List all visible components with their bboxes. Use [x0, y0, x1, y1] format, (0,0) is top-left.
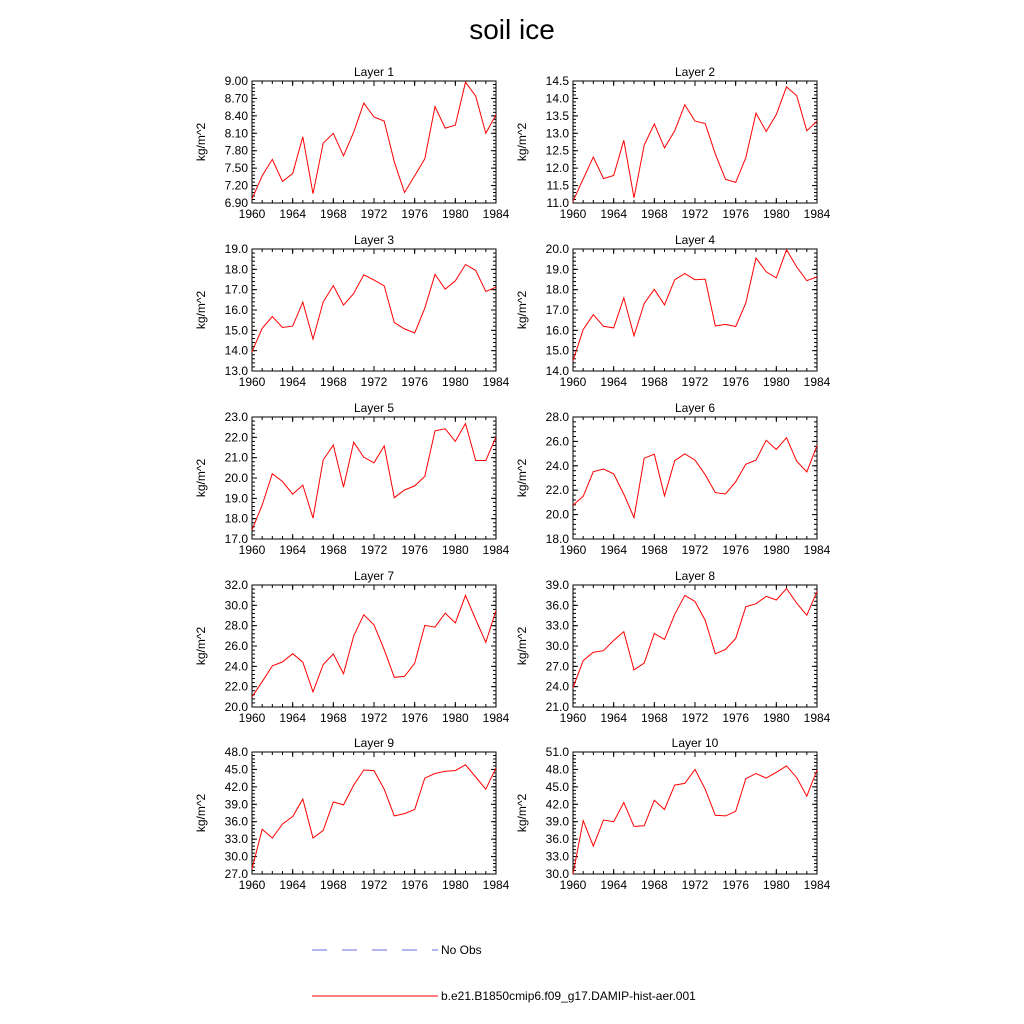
x-tick-label: 1964 [600, 878, 628, 892]
x-tick-label: 1976 [722, 878, 750, 892]
series-line [252, 595, 496, 697]
y-tick-label: 20.0 [224, 471, 248, 485]
panel-title: Layer 10 [671, 736, 719, 750]
x-tick-label: 1968 [319, 543, 347, 557]
x-tick-label: 1984 [803, 878, 831, 892]
x-tick-label: 1976 [722, 375, 750, 389]
plot-frame [252, 81, 496, 203]
y-tick-label: 22.0 [224, 679, 248, 694]
y-tick-label: 39.0 [545, 578, 569, 592]
chart-panel-6 [515, 401, 831, 557]
legend-label-no-obs: No Obs [441, 943, 482, 957]
y-tick-label: 7.50 [224, 161, 248, 176]
panel-title: Layer 4 [674, 233, 716, 247]
y-tick-label: 16.0 [545, 323, 569, 338]
plot-frame [252, 585, 496, 707]
series-line [252, 424, 496, 530]
y-tick-label: 19.0 [545, 262, 569, 277]
y-tick-label: 30.0 [224, 849, 248, 864]
x-tick-label: 1964 [279, 375, 307, 389]
x-tick-label: 1968 [640, 878, 668, 892]
y-tick-label: 15.0 [545, 343, 569, 358]
y-tick-label: 14.0 [545, 91, 569, 106]
y-tick-label: 36.0 [224, 814, 248, 829]
y-tick-label: 22.0 [224, 430, 248, 445]
y-tick-label: 11.0 [546, 196, 569, 210]
x-tick-label: 1980 [441, 375, 469, 389]
y-tick-label: 17.0 [224, 282, 248, 297]
series-line [573, 589, 817, 688]
x-tick-label: 1972 [360, 878, 388, 892]
series-line [573, 438, 817, 518]
x-tick-label: 1960 [238, 543, 266, 557]
panel-title: Layer 1 [353, 65, 395, 79]
y-tick-label: 24.0 [545, 679, 569, 694]
panel-title: Layer 7 [353, 569, 395, 583]
plot-frame [573, 81, 817, 203]
plot-frame [252, 417, 496, 539]
y-tick-label: 16.0 [224, 303, 248, 317]
chart-panel-7 [194, 569, 510, 725]
page-title: soil ice [469, 14, 555, 45]
y-tick-label: 36.0 [545, 832, 569, 847]
y-tick-label: 7.20 [224, 178, 248, 193]
y-tick-label: 14.5 [545, 74, 569, 88]
x-tick-label: 1960 [559, 711, 587, 725]
x-tick-label: 1964 [279, 207, 307, 221]
y-axis-label: kg/m^2 [194, 290, 208, 330]
x-tick-label: 1980 [441, 878, 469, 892]
y-tick-label: 26.0 [545, 434, 569, 449]
chart-panel-3 [194, 233, 510, 389]
y-tick-label: 13.0 [224, 364, 248, 378]
y-tick-label: 32.0 [224, 578, 248, 592]
y-tick-label: 33.0 [545, 849, 569, 864]
panel-title: Layer 2 [674, 65, 716, 79]
x-tick-label: 1984 [803, 711, 831, 725]
y-tick-label: 20.0 [224, 700, 248, 714]
x-tick-label: 1976 [722, 207, 750, 221]
y-tick-label: 18.0 [545, 282, 569, 297]
x-tick-label: 1964 [600, 207, 628, 221]
x-tick-label: 1984 [482, 543, 510, 557]
x-tick-label: 1984 [803, 543, 831, 557]
x-tick-label: 1984 [482, 878, 510, 892]
legend-label-model-run: b.e21.B1850cmip6.f09_g17.DAMIP-hist-aer.001 [441, 989, 696, 1003]
y-tick-label: 26.0 [224, 639, 248, 653]
y-tick-label: 8.40 [224, 108, 248, 123]
chart-panel-4 [515, 233, 831, 389]
x-tick-label: 1984 [482, 375, 510, 389]
y-tick-label: 51.0 [545, 745, 569, 759]
x-tick-label: 1960 [238, 207, 266, 221]
x-tick-label: 1964 [279, 878, 307, 892]
x-tick-label: 1960 [238, 878, 266, 892]
x-tick-label: 1980 [762, 878, 790, 892]
y-tick-label: 39.0 [224, 797, 248, 812]
x-tick-label: 1968 [640, 207, 668, 221]
series-line [252, 82, 496, 199]
panel-title: Layer 9 [353, 736, 395, 750]
x-tick-label: 1972 [360, 207, 388, 221]
x-tick-label: 1984 [803, 375, 831, 389]
y-axis-label: kg/m^2 [194, 122, 208, 162]
x-tick-label: 1968 [319, 711, 347, 725]
y-tick-label: 7.80 [224, 143, 248, 158]
y-tick-label: 22.0 [545, 483, 569, 498]
x-tick-label: 1968 [640, 543, 668, 557]
y-tick-label: 39.0 [545, 814, 569, 829]
x-tick-label: 1980 [441, 207, 469, 221]
y-tick-label: 27.0 [224, 867, 248, 881]
y-tick-label: 42.0 [224, 779, 248, 794]
y-tick-label: 13.5 [545, 108, 569, 123]
x-tick-label: 1972 [681, 543, 709, 557]
y-axis-label: kg/m^2 [194, 793, 208, 833]
y-tick-label: 48.0 [224, 745, 248, 759]
series-line [573, 250, 817, 361]
y-tick-label: 17.0 [224, 532, 248, 546]
chart-panel-1 [194, 65, 510, 221]
panel-title: Layer 8 [674, 569, 716, 583]
y-axis-label: kg/m^2 [515, 793, 529, 833]
y-tick-label: 20.0 [545, 242, 569, 256]
y-tick-label: 13.0 [545, 126, 569, 141]
plot-frame [252, 249, 496, 371]
y-tick-label: 33.0 [545, 618, 569, 633]
x-tick-label: 1976 [401, 543, 429, 557]
y-axis-label: kg/m^2 [515, 626, 529, 666]
y-tick-label: 30.0 [545, 867, 569, 881]
y-tick-label: 8.70 [224, 91, 248, 106]
y-tick-label: 6.90 [224, 196, 248, 210]
y-axis-label: kg/m^2 [515, 122, 529, 162]
y-tick-label: 14.0 [545, 364, 569, 378]
y-tick-label: 14.0 [224, 343, 248, 358]
x-tick-label: 1980 [762, 375, 790, 389]
y-tick-label: 23.0 [224, 410, 248, 424]
x-tick-label: 1972 [681, 878, 709, 892]
x-tick-label: 1980 [762, 543, 790, 557]
x-tick-label: 1964 [600, 543, 628, 557]
series-line [252, 265, 496, 352]
x-tick-label: 1960 [238, 711, 266, 725]
y-tick-label: 21.0 [545, 700, 569, 714]
x-tick-label: 1964 [279, 543, 307, 557]
x-tick-label: 1972 [681, 711, 709, 725]
x-tick-label: 1984 [803, 207, 831, 221]
x-tick-label: 1976 [401, 375, 429, 389]
x-tick-label: 1964 [600, 375, 628, 389]
y-tick-label: 24.0 [224, 659, 248, 674]
series-line [573, 766, 817, 874]
x-tick-label: 1960 [238, 375, 266, 389]
x-tick-label: 1960 [559, 375, 587, 389]
x-tick-label: 1968 [640, 375, 668, 389]
y-tick-label: 18.0 [224, 511, 248, 526]
y-tick-label: 17.0 [545, 303, 569, 317]
chart-panel-5 [194, 401, 510, 557]
y-tick-label: 11.5 [546, 178, 569, 193]
x-tick-label: 1980 [762, 711, 790, 725]
y-tick-label: 19.0 [224, 491, 248, 506]
x-tick-label: 1968 [319, 207, 347, 221]
y-tick-label: 12.0 [545, 161, 569, 176]
y-tick-label: 19.0 [224, 242, 248, 256]
y-tick-label: 30.0 [545, 639, 569, 653]
chart-panel-10 [515, 736, 831, 892]
series-line [573, 87, 817, 201]
y-tick-label: 15.0 [224, 323, 248, 338]
x-tick-label: 1960 [559, 878, 587, 892]
plot-frame [573, 585, 817, 707]
x-tick-label: 1980 [762, 207, 790, 221]
y-tick-label: 42.0 [545, 797, 569, 812]
x-tick-label: 1972 [360, 711, 388, 725]
y-tick-label: 18.0 [224, 262, 248, 277]
y-tick-label: 48.0 [545, 762, 569, 777]
y-tick-label: 33.0 [224, 832, 248, 847]
x-tick-label: 1968 [319, 878, 347, 892]
x-tick-label: 1976 [722, 711, 750, 725]
y-tick-label: 45.0 [224, 762, 248, 777]
x-tick-label: 1972 [360, 375, 388, 389]
x-tick-label: 1980 [441, 543, 469, 557]
y-tick-label: 18.0 [545, 532, 569, 546]
x-tick-label: 1984 [482, 207, 510, 221]
x-tick-label: 1976 [401, 207, 429, 221]
chart-panel-2 [515, 65, 831, 221]
y-tick-label: 28.0 [224, 618, 248, 633]
y-tick-label: 12.5 [545, 143, 569, 158]
x-tick-label: 1976 [401, 878, 429, 892]
y-tick-label: 45.0 [545, 779, 569, 794]
y-tick-label: 21.0 [224, 450, 248, 465]
x-tick-label: 1960 [559, 207, 587, 221]
plot-frame [573, 417, 817, 539]
y-tick-label: 36.0 [545, 598, 569, 613]
x-tick-label: 1980 [441, 711, 469, 725]
x-tick-label: 1972 [681, 207, 709, 221]
x-tick-label: 1964 [279, 711, 307, 725]
y-tick-label: 27.0 [545, 659, 569, 674]
chart-panel-9 [194, 736, 510, 892]
y-axis-label: kg/m^2 [515, 458, 529, 498]
panel-title: Layer 3 [353, 233, 395, 247]
y-tick-label: 9.00 [224, 74, 248, 88]
x-tick-label: 1976 [722, 543, 750, 557]
x-tick-label: 1968 [319, 375, 347, 389]
x-tick-label: 1964 [600, 711, 628, 725]
y-axis-label: kg/m^2 [194, 626, 208, 666]
x-tick-label: 1960 [559, 543, 587, 557]
y-axis-label: kg/m^2 [194, 458, 208, 498]
panel-title: Layer 5 [353, 401, 395, 415]
x-tick-label: 1984 [482, 711, 510, 725]
x-tick-label: 1968 [640, 711, 668, 725]
series-line [252, 765, 496, 869]
x-tick-label: 1972 [360, 543, 388, 557]
x-tick-label: 1972 [681, 375, 709, 389]
y-tick-label: 28.0 [545, 410, 569, 424]
panel-title: Layer 6 [674, 401, 716, 415]
x-tick-label: 1976 [401, 711, 429, 725]
y-tick-label: 24.0 [545, 458, 569, 473]
y-tick-label: 20.0 [545, 507, 569, 522]
chart-panel-8 [515, 569, 831, 725]
y-tick-label: 30.0 [224, 598, 248, 613]
y-axis-label: kg/m^2 [515, 290, 529, 330]
y-tick-label: 8.10 [224, 126, 248, 141]
